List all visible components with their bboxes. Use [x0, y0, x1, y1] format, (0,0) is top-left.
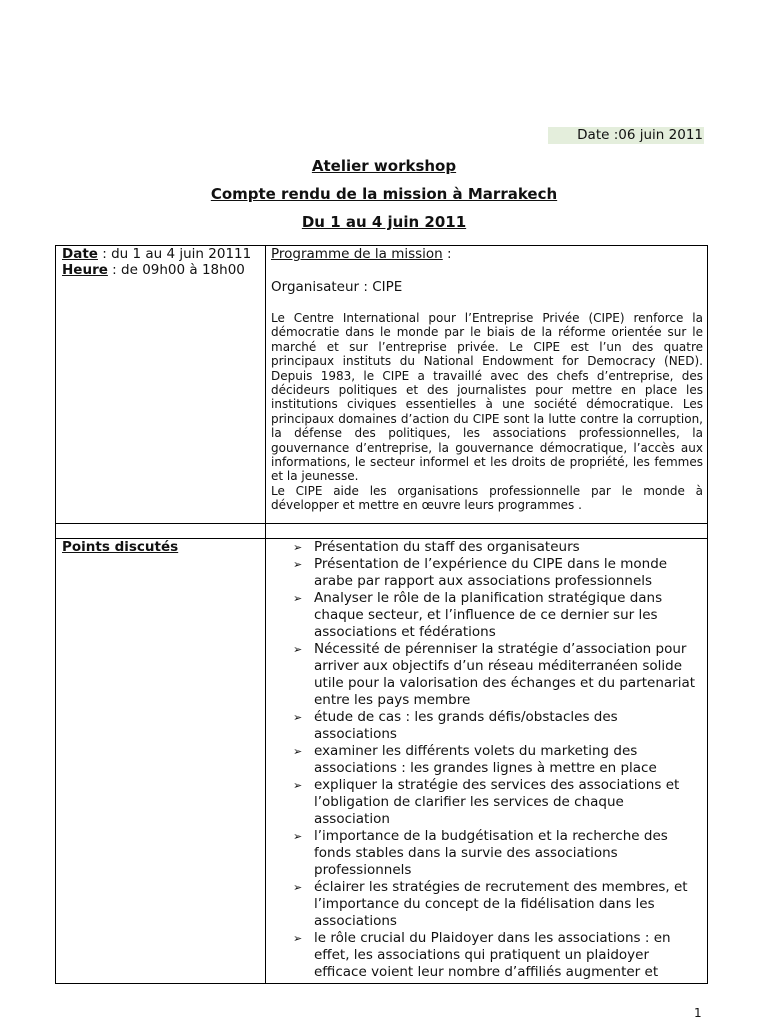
point-text: étude de cas : les grands défis/obstacles des associations	[314, 709, 618, 742]
point-text: Nécessité de pérenniser la stratégie d’association pour arriver aux objectifs d’un réseau méditerranéen solide utile pour la valorisation des échanges et du partenariat entre les pays membre	[314, 641, 696, 708]
point-item	[293, 879, 701, 930]
arrow-bullet-icon: ➢	[293, 541, 303, 554]
arrow-bullet-icon: ➢	[293, 745, 303, 758]
point-text: Présentation de l’expérience du CIPE dans le monde arabe par rapport aux associations professionnels	[314, 556, 668, 589]
points-list-cell	[266, 539, 708, 984]
point-item	[293, 743, 701, 777]
arrow-bullet-icon: ➢	[293, 558, 303, 571]
programme-heading: Programme de la mission :	[271, 246, 452, 262]
arrow-bullet-icon: ➢	[293, 932, 303, 945]
arrow-bullet-icon: ➢	[293, 592, 303, 605]
info-cell	[56, 246, 266, 524]
arrow-bullet-icon: ➢	[293, 643, 303, 656]
point-text: examiner les différents volets du marketing des associations : les grandes lignes à mettre en place	[314, 743, 657, 776]
point-text: le rôle crucial du Plaidoyer dans les associations : en effet, les associations qui pratiquent un plaidoyer efficace voient leur nombre d’affiliés augmenter et	[314, 930, 671, 980]
points-label: Points discutés	[62, 539, 179, 555]
mission-table	[55, 245, 708, 984]
point-text: expliquer la stratégie des services des associations et l’obligation de clarifier les services de chaque association	[314, 777, 680, 827]
page-number: 1	[694, 1006, 702, 1020]
arrow-bullet-icon: ➢	[293, 830, 303, 843]
cipe-description: Le Centre International pour l’Entreprise Privée (CIPE) renforce la démocratie dans le monde par le biais de la réforme orientée sur le marché et sur l’entreprise privée. Le CIPE est l’un des quatre principaux instituts du National Endowment for Democracy (NED). Depuis 1983, le CIPE a travaillé avec des chefs d’entreprise, des décideurs politiques et des journalistes pour mettre en place les institutions civiques essentielles à une société démocratique. Les principaux domaines d’action du CIPE sont la lutte contre la corruption, la défense des politiques, les associations professionnelles, la gouvernance d’entreprise, la gouvernance démocratique, l’accès aux informations, le secteur informel et les droits de propriété, les femmes et la jeunesse. Le CIPE aide les organisations professionnelle par le monde à développer et mettre en œuvre leurs programmes .	[271, 311, 703, 513]
point-item	[293, 709, 701, 743]
point-item	[293, 641, 701, 709]
title-dates: Du 1 au 4 juin 2011	[301, 213, 467, 231]
programme-cell	[266, 246, 708, 524]
document-date: Date :06 juin 2011	[548, 127, 704, 144]
point-item	[293, 777, 701, 828]
point-item	[293, 828, 701, 879]
title-compte-rendu: Compte rendu de la mission à Marrakech	[210, 185, 558, 203]
points-list	[266, 539, 707, 981]
arrow-bullet-icon: ➢	[293, 881, 303, 894]
arrow-bullet-icon: ➢	[293, 711, 303, 724]
spacer-cell	[266, 524, 708, 539]
point-item	[293, 590, 701, 641]
spacer-cell	[56, 524, 266, 539]
date-line: Date : du 1 au 4 juin 20111	[62, 246, 252, 262]
point-item	[293, 556, 701, 590]
point-item	[293, 539, 701, 556]
point-item	[293, 930, 701, 981]
point-text: éclairer les stratégies de recrutement des membres, et l’importance du concept de la fidélisation dans les associations	[314, 879, 688, 929]
point-text: Analyser le rôle de la planification stratégique dans chaque secteur, et l’influence de ce dernier sur les associations et fédérations	[314, 590, 663, 640]
points-label-cell	[56, 539, 266, 984]
time-line: Heure : de 09h00 à 18h00	[62, 262, 245, 278]
title-atelier: Atelier workshop	[311, 157, 457, 175]
point-text: Présentation du staff des organisateurs	[314, 539, 580, 555]
point-text: l’importance de la budgétisation et la recherche des fonds stables dans la survie des associations professionnels	[314, 828, 668, 878]
organisateur: Organisateur : CIPE	[271, 279, 403, 295]
arrow-bullet-icon: ➢	[293, 779, 303, 792]
